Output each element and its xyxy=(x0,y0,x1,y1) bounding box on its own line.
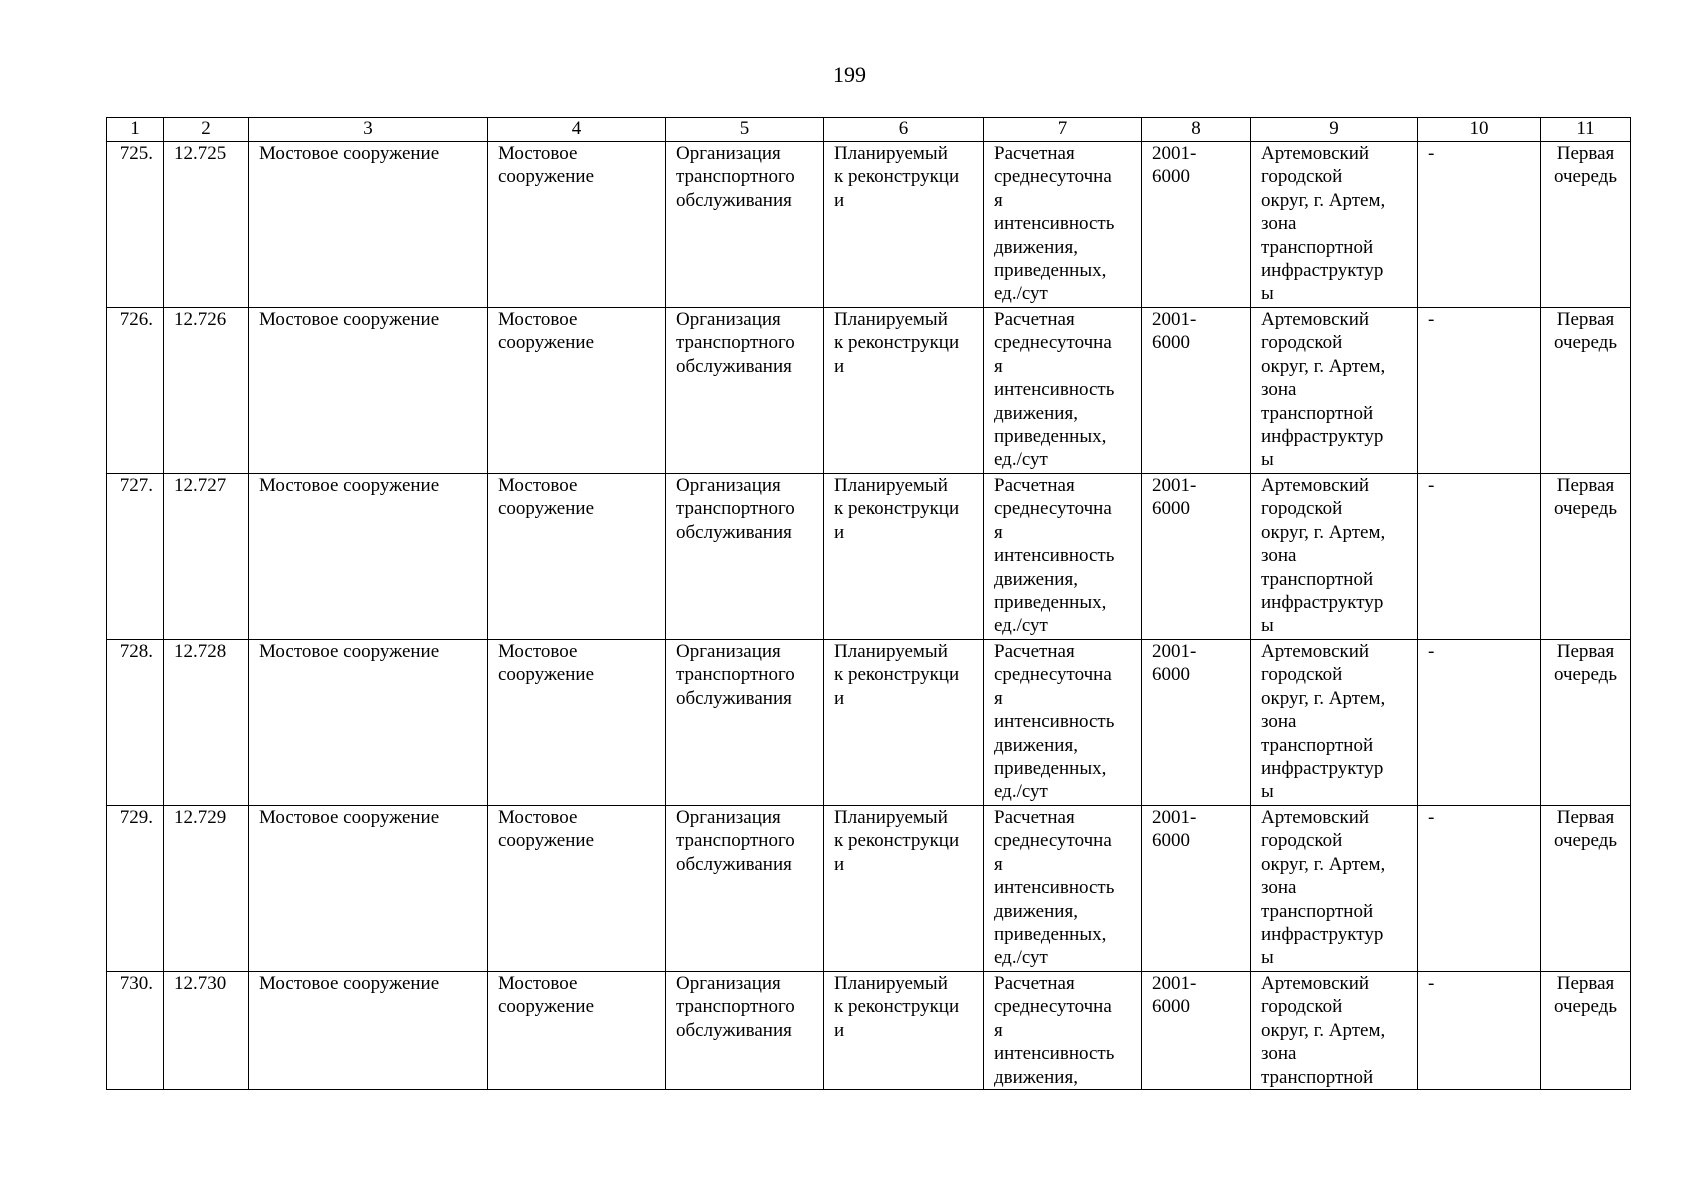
object-status-text: Планируемый к реконструкци и xyxy=(834,641,960,709)
object-status xyxy=(824,474,984,640)
object-code: 12.730 xyxy=(164,972,249,1090)
object-purpose-text: Организация транспортного обслуживания xyxy=(676,641,795,709)
object-characteristic-text: Расчетная среднесуточна я интенсивность движения, приведенных, ед./сут xyxy=(994,475,1115,637)
object-location xyxy=(1251,142,1418,308)
object-zone: - xyxy=(1418,972,1541,1090)
object-value-text: 2001- 6000 xyxy=(1152,807,1197,852)
object-name: Мостовое сооружение xyxy=(249,806,488,972)
object-zone: - xyxy=(1418,640,1541,806)
object-purpose xyxy=(666,474,824,640)
object-characteristic xyxy=(984,972,1142,1090)
object-characteristic-text: Расчетная среднесуточна я интенсивность движения, приведенных, ед./сут xyxy=(994,807,1115,969)
object-type-text: Мостовое сооружение xyxy=(498,309,595,354)
object-zone: - xyxy=(1418,142,1541,308)
object-type-text: Мостовое сооружение xyxy=(498,641,595,686)
object-queue-text: Первая очередь xyxy=(1553,641,1617,686)
object-queue xyxy=(1541,806,1631,972)
object-type xyxy=(488,142,666,308)
object-queue xyxy=(1541,474,1631,640)
object-status-text: Планируемый к реконструкци и xyxy=(834,143,960,211)
header-col-2: 2 xyxy=(164,118,249,142)
object-status-text: Планируемый к реконструкци и xyxy=(834,309,960,377)
object-value-text: 2001- 6000 xyxy=(1152,475,1197,520)
object-value xyxy=(1142,640,1251,806)
object-type xyxy=(488,308,666,474)
object-queue-text: Первая очередь xyxy=(1553,973,1617,1018)
object-status-text: Планируемый к реконструкци и xyxy=(834,807,960,875)
object-status xyxy=(824,640,984,806)
object-type xyxy=(488,474,666,640)
object-characteristic-text: Расчетная среднесуточна я интенсивность движения, приведенных, ед./сут xyxy=(994,309,1115,471)
table-row xyxy=(107,308,1631,474)
header-col-8: 8 xyxy=(1142,118,1251,142)
object-value xyxy=(1142,972,1251,1090)
row-number: 725. xyxy=(107,142,164,308)
object-purpose-text: Организация транспортного обслуживания xyxy=(676,143,795,211)
object-characteristic xyxy=(984,142,1142,308)
header-row xyxy=(107,118,1631,142)
object-code: 12.729 xyxy=(164,806,249,972)
header-col-4: 4 xyxy=(488,118,666,142)
object-name: Мостовое сооружение xyxy=(249,308,488,474)
table-row xyxy=(107,972,1631,1090)
object-type xyxy=(488,640,666,806)
object-queue xyxy=(1541,308,1631,474)
object-queue xyxy=(1541,972,1631,1090)
row-number: 729. xyxy=(107,806,164,972)
object-location-text: Артемовский городской округ, г. Артем, зона транспортной инфраструктур ы xyxy=(1261,475,1386,637)
object-type xyxy=(488,972,666,1090)
object-purpose xyxy=(666,308,824,474)
object-code: 12.725 xyxy=(164,142,249,308)
header-col-3: 3 xyxy=(249,118,488,142)
object-purpose-text: Организация транспортного обслуживания xyxy=(676,309,795,377)
object-queue-text: Первая очередь xyxy=(1553,475,1617,520)
object-name: Мостовое сооружение xyxy=(249,640,488,806)
object-value xyxy=(1142,474,1251,640)
object-value xyxy=(1142,142,1251,308)
header-col-1: 1 xyxy=(107,118,164,142)
header-col-5: 5 xyxy=(666,118,824,142)
registry-table xyxy=(106,117,1631,1090)
row-number: 726. xyxy=(107,308,164,474)
object-code: 12.728 xyxy=(164,640,249,806)
object-value-text: 2001- 6000 xyxy=(1152,309,1197,354)
object-status-text: Планируемый к реконструкци и xyxy=(834,973,960,1041)
table-row xyxy=(107,474,1631,640)
object-name: Мостовое сооружение xyxy=(249,474,488,640)
object-value-text: 2001- 6000 xyxy=(1152,143,1197,188)
table-row xyxy=(107,142,1631,308)
object-purpose xyxy=(666,806,824,972)
object-characteristic xyxy=(984,640,1142,806)
header-col-6: 6 xyxy=(824,118,984,142)
object-zone: - xyxy=(1418,474,1541,640)
table-row xyxy=(107,806,1631,972)
object-characteristic-text: Расчетная среднесуточна я интенсивность движения, приведенных, ед./сут xyxy=(994,143,1115,305)
object-zone: - xyxy=(1418,806,1541,972)
object-value-text: 2001- 6000 xyxy=(1152,973,1197,1018)
object-location xyxy=(1251,308,1418,474)
object-location-text: Артемовский городской округ, г. Артем, зона транспортной xyxy=(1261,973,1386,1088)
object-queue-text: Первая очередь xyxy=(1553,309,1617,354)
object-type-text: Мостовое сооружение xyxy=(498,475,595,520)
header-col-10: 10 xyxy=(1418,118,1541,142)
object-location xyxy=(1251,474,1418,640)
object-status xyxy=(824,142,984,308)
row-number: 728. xyxy=(107,640,164,806)
object-code: 12.726 xyxy=(164,308,249,474)
object-characteristic xyxy=(984,308,1142,474)
page-number: 199 xyxy=(833,62,866,87)
object-purpose xyxy=(666,640,824,806)
object-code: 12.727 xyxy=(164,474,249,640)
object-purpose-text: Организация транспортного обслуживания xyxy=(676,475,795,543)
object-characteristic-text: Расчетная среднесуточна я интенсивность движения, xyxy=(994,973,1115,1088)
object-type-text: Мостовое сооружение xyxy=(498,143,595,188)
object-queue xyxy=(1541,142,1631,308)
object-location-text: Артемовский городской округ, г. Артем, зона транспортной инфраструктур ы xyxy=(1261,309,1386,471)
object-location xyxy=(1251,972,1418,1090)
object-type-text: Мостовое сооружение xyxy=(498,973,595,1018)
object-value xyxy=(1142,308,1251,474)
object-status xyxy=(824,806,984,972)
object-purpose xyxy=(666,972,824,1090)
table-header xyxy=(107,118,1631,142)
object-characteristic xyxy=(984,474,1142,640)
object-queue xyxy=(1541,640,1631,806)
object-purpose xyxy=(666,142,824,308)
object-zone: - xyxy=(1418,308,1541,474)
object-status-text: Планируемый к реконструкци и xyxy=(834,475,960,543)
object-name: Мостовое сооружение xyxy=(249,142,488,308)
object-status xyxy=(824,308,984,474)
header-col-7: 7 xyxy=(984,118,1142,142)
object-value-text: 2001- 6000 xyxy=(1152,641,1197,686)
object-characteristic-text: Расчетная среднесуточна я интенсивность движения, приведенных, ед./сут xyxy=(994,641,1115,803)
object-characteristic xyxy=(984,806,1142,972)
object-location xyxy=(1251,640,1418,806)
row-number: 730. xyxy=(107,972,164,1090)
object-value xyxy=(1142,806,1251,972)
object-location-text: Артемовский городской округ, г. Артем, зона транспортной инфраструктур ы xyxy=(1261,143,1386,305)
object-purpose-text: Организация транспортного обслуживания xyxy=(676,973,795,1041)
object-status xyxy=(824,972,984,1090)
object-type xyxy=(488,806,666,972)
table-row xyxy=(107,640,1631,806)
object-purpose-text: Организация транспортного обслуживания xyxy=(676,807,795,875)
header-col-9: 9 xyxy=(1251,118,1418,142)
object-location-text: Артемовский городской округ, г. Артем, зона транспортной инфраструктур ы xyxy=(1261,641,1386,803)
object-queue-text: Первая очередь xyxy=(1553,143,1617,188)
object-type-text: Мостовое сооружение xyxy=(498,807,595,852)
object-location xyxy=(1251,806,1418,972)
object-queue-text: Первая очередь xyxy=(1553,807,1617,852)
row-number: 727. xyxy=(107,474,164,640)
object-location-text: Артемовский городской округ, г. Артем, зона транспортной инфраструктур ы xyxy=(1261,807,1386,969)
object-name: Мостовое сооружение xyxy=(249,972,488,1090)
table-body xyxy=(107,142,1631,1090)
header-col-11: 11 xyxy=(1541,118,1631,142)
